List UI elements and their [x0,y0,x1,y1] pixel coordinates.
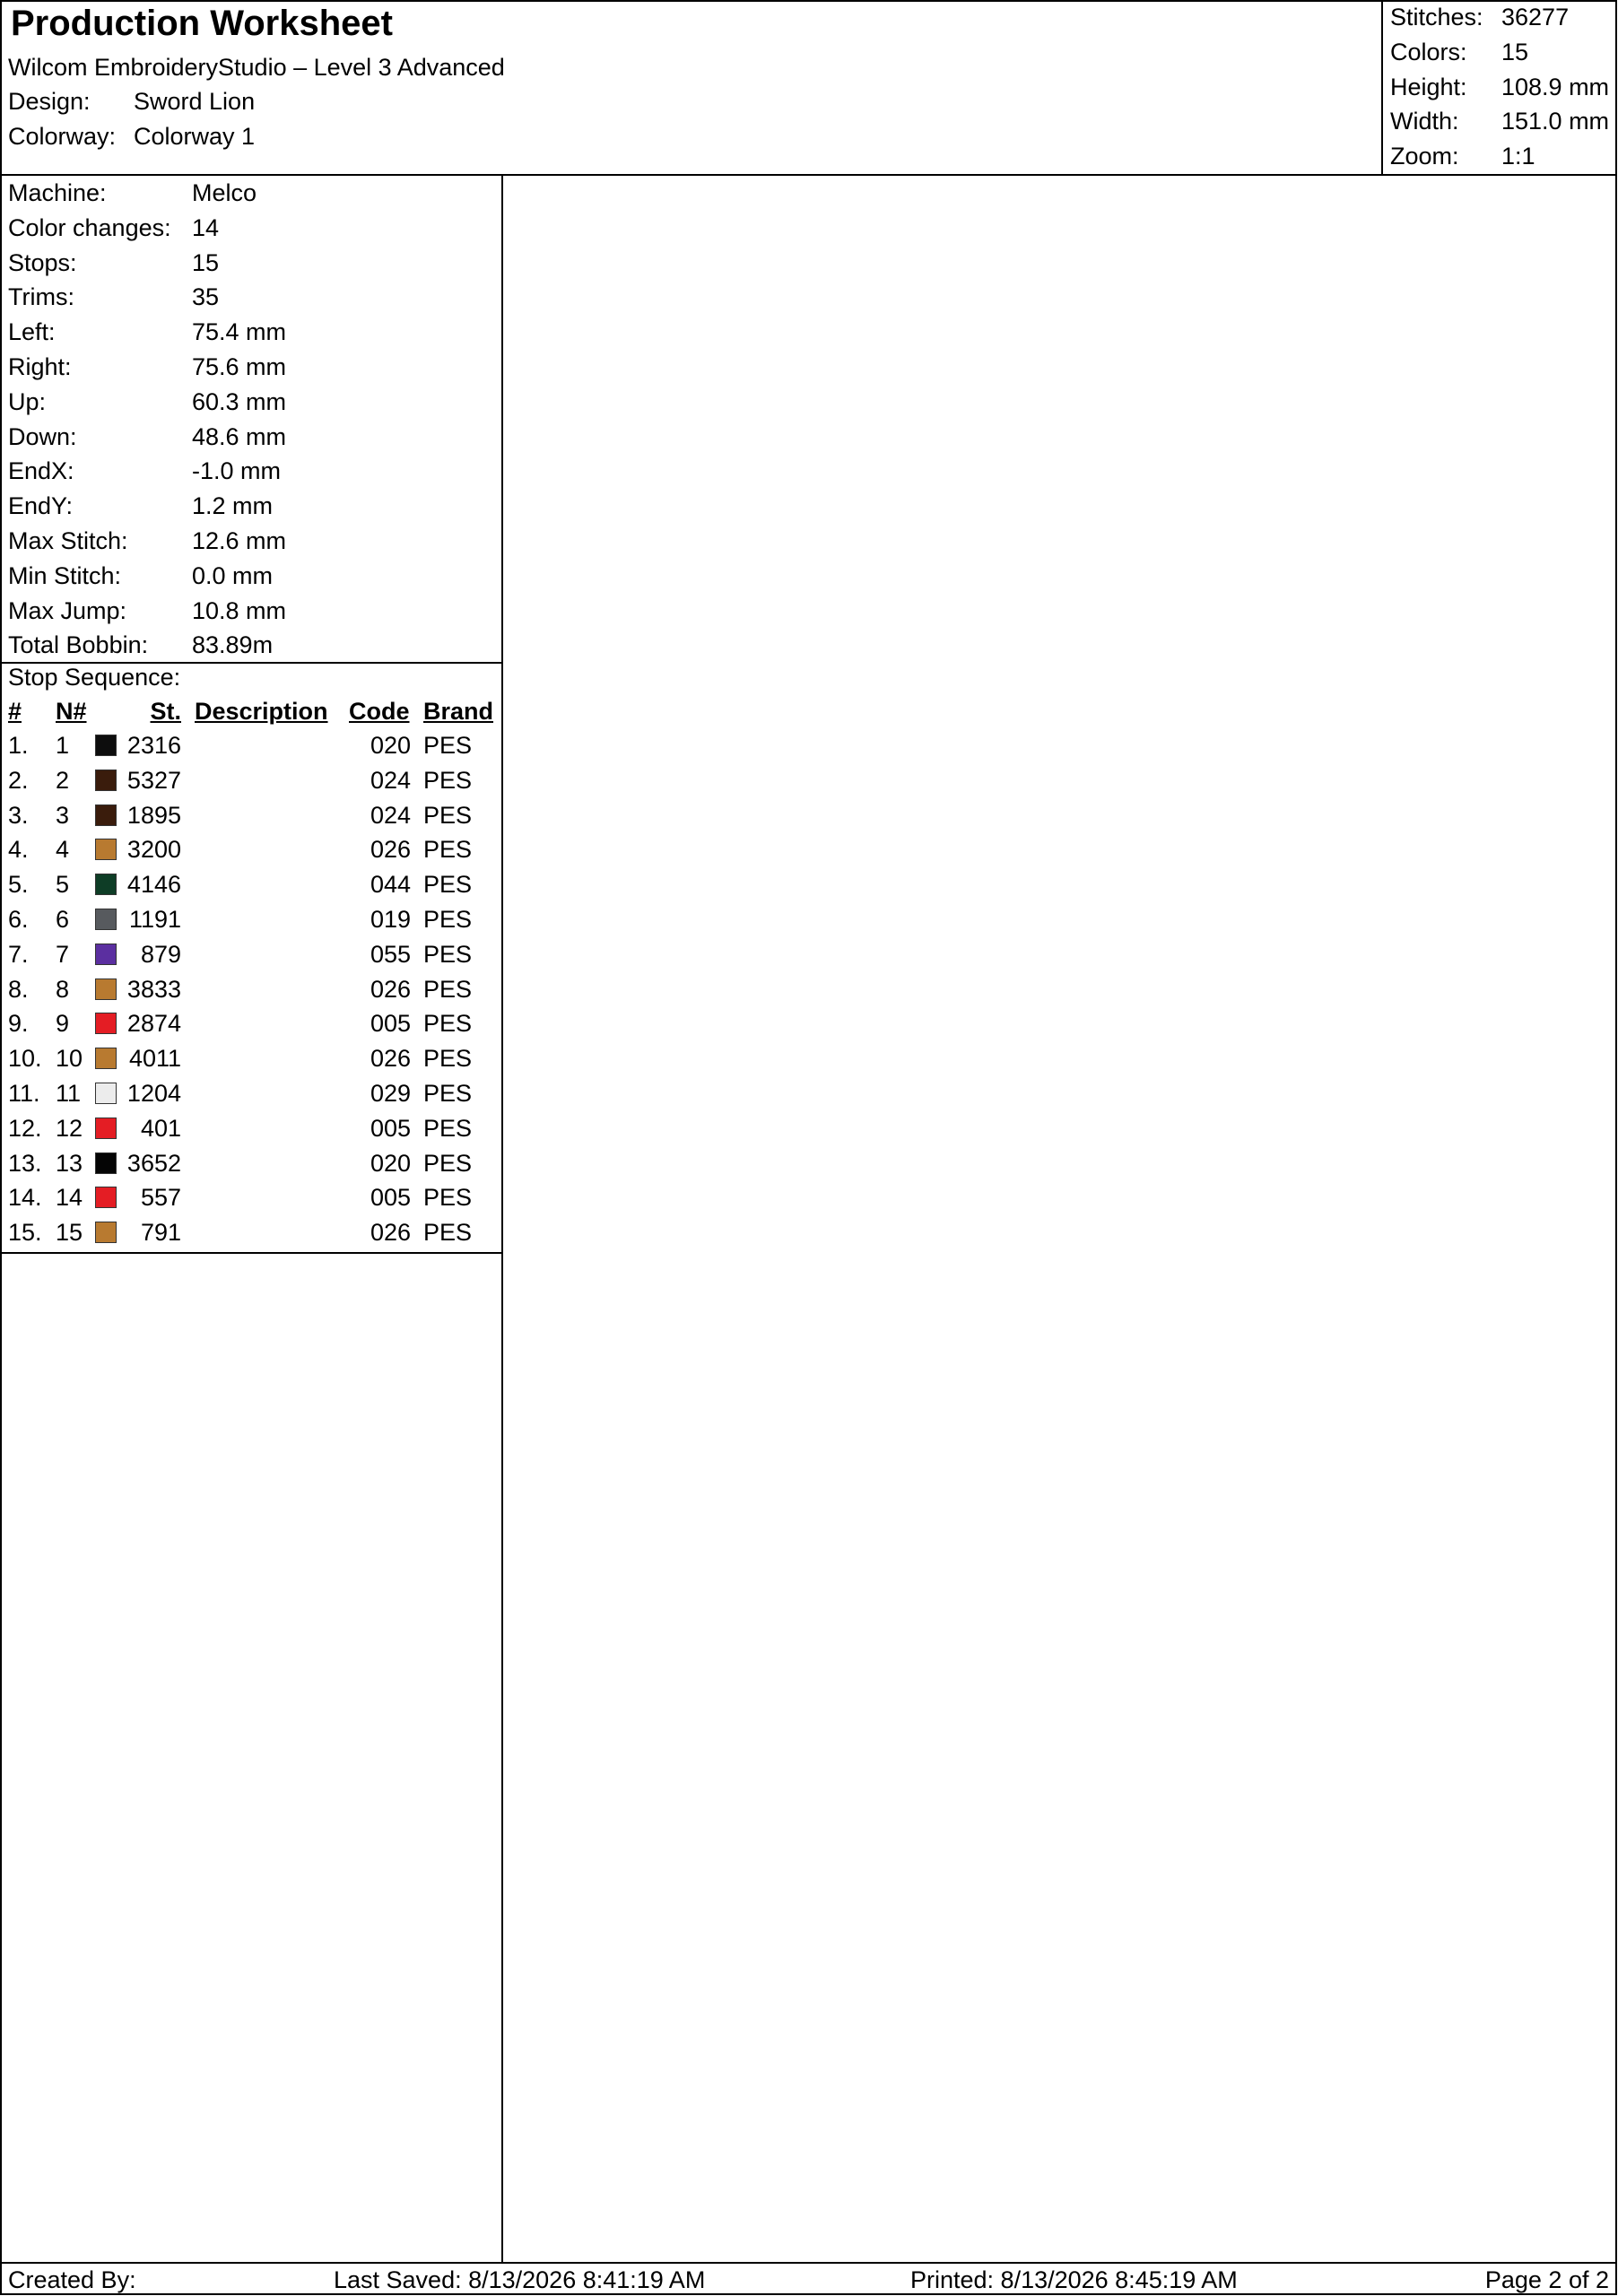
row-code: 020 [370,732,411,759]
row-code: 026 [370,1045,411,1073]
property-row [8,423,286,451]
row-stitches: 2316 [126,732,181,759]
property-label: EndX: [8,457,74,485]
row-brand: PES [423,1184,473,1212]
row-brand: PES [423,871,473,899]
stop-sequence-title: Stop Sequence: [8,664,181,691]
row-index: 7. [8,940,29,968]
column-header-description: Description [195,698,328,725]
property-label: Machine: [8,179,107,206]
property-row [8,457,281,485]
row-index: 1. [8,732,29,759]
row-needle: 13 [56,1149,83,1177]
row-index: 8. [8,975,29,1003]
page-number: Page 2 of 2 [1484,2266,1609,2293]
property-value: 1.2 mm [192,492,274,520]
property-value: 0.0 mm [192,561,274,589]
property-value: 60.3 mm [192,387,287,415]
property-row [8,179,257,207]
column-header-code: Code [349,698,410,725]
property-row [8,562,273,590]
row-stitches: 791 [140,1219,181,1247]
row-code: 024 [370,766,411,794]
property-row [8,249,219,277]
row-brand: PES [423,1080,473,1107]
stat-value: 1:1 [1501,143,1535,170]
row-stitches: 4146 [126,871,181,899]
property-label: EndY: [8,492,74,520]
property-label: Total Bobbin: [8,631,149,659]
row-brand: PES [423,732,473,759]
property-value: Melco [192,179,257,206]
row-index: 15. [8,1219,42,1247]
property-value: 10.8 mm [192,596,287,624]
column-header-needle: N# [56,698,87,725]
stat-label: Colors: [1390,39,1467,65]
row-code: 005 [370,1114,411,1142]
row-code: 029 [370,1080,411,1107]
property-row [8,214,219,242]
row-code: 005 [370,1184,411,1212]
property-value: -1.0 mm [192,457,282,485]
row-brand: PES [423,1114,473,1142]
property-row [8,597,286,625]
colorway-row [8,123,255,151]
last-saved: Last Saved: 8/13/2026 8:41:19 AM [334,2266,706,2293]
property-label: Max Jump: [8,596,127,624]
row-code: 055 [370,940,411,968]
property-value: 35 [192,283,220,311]
design-value: Sword Lion [134,88,256,115]
row-stitches: 557 [140,1184,181,1212]
row-needle: 10 [56,1045,83,1073]
row-needle: 2 [56,766,70,794]
design-stats-box [1383,2,1617,176]
property-label: Stops: [8,248,77,276]
colorway-value: Colorway 1 [134,123,256,150]
property-row [8,492,273,520]
design-label: Design: [8,88,91,115]
row-brand: PES [423,1219,473,1247]
stat-row-colors [1390,39,1528,66]
row-brand: PES [423,1010,473,1038]
row-needle: 15 [56,1219,83,1247]
row-code: 026 [370,975,411,1003]
row-index: 10. [8,1045,42,1073]
stat-row-width [1390,108,1609,135]
row-stitches: 401 [140,1114,181,1142]
row-stitches: 1895 [126,801,181,829]
property-label: Right: [8,353,72,380]
stat-value: 36277 [1501,4,1570,30]
row-needle: 11 [56,1080,82,1107]
property-label: Max Stitch: [8,527,128,554]
row-index: 11. [8,1080,40,1107]
row-index: 2. [8,766,29,794]
stat-label: Height: [1390,74,1467,100]
row-index: 13. [8,1149,42,1177]
row-needle: 3 [56,801,70,829]
column-header-brand: Brand [423,698,494,725]
property-row [8,353,286,381]
property-value: 75.6 mm [192,353,287,380]
property-value: 83.89m [192,631,274,659]
row-stitches: 2874 [126,1010,181,1038]
property-row [8,631,273,659]
row-brand: PES [423,801,473,829]
row-needle: 6 [56,906,70,933]
property-label: Down: [8,422,77,450]
row-brand: PES [423,975,473,1003]
property-row [8,283,219,311]
worksheet-header [2,2,1383,176]
stat-row-height [1390,74,1609,101]
stat-value: 151.0 mm [1501,108,1610,135]
row-code: 026 [370,836,411,864]
stat-row-stitches [1390,4,1569,31]
stat-value: 15 [1501,39,1529,65]
row-stitches: 1191 [128,906,181,933]
property-value: 12.6 mm [192,527,287,554]
row-code: 019 [370,906,411,933]
row-needle: 1 [56,732,70,759]
row-needle: 8 [56,975,70,1003]
property-label: Color changes: [8,213,171,241]
row-needle: 9 [56,1010,70,1038]
printed-timestamp: Printed: 8/13/2026 8:45:19 AM [910,2266,1238,2293]
row-stitches: 4011 [128,1045,181,1073]
section-divider [2,1252,501,1254]
row-stitches: 3652 [126,1149,181,1177]
row-needle: 14 [56,1184,83,1212]
stat-label: Width: [1390,108,1459,135]
row-index: 14. [8,1184,42,1212]
page-title: Production Worksheet [11,4,393,43]
row-index: 4. [8,836,29,864]
property-value: 14 [192,213,220,241]
row-brand: PES [423,906,473,933]
worksheet-footer [2,2262,1616,2295]
row-needle: 12 [56,1114,83,1142]
property-row [8,388,286,416]
property-label: Trims: [8,283,74,311]
property-row [8,527,286,555]
machine-info-column [2,176,503,2262]
row-index: 6. [8,906,29,933]
row-stitches: 1204 [126,1080,181,1107]
created-by: Created By: [8,2266,136,2293]
column-header-stitches: St. [150,698,181,725]
stat-label: Zoom: [1390,143,1459,170]
row-stitches: 879 [140,940,181,968]
row-needle: 4 [56,836,70,864]
column-header-index: # [8,698,22,725]
property-label: Up: [8,387,47,415]
property-label: Min Stitch: [8,561,122,589]
property-value: 75.4 mm [192,318,287,346]
colorway-label: Colorway: [8,123,117,150]
property-label: Left: [8,318,56,346]
stat-label: Stitches: [1390,4,1483,30]
row-code: 026 [370,1219,411,1247]
row-brand: PES [423,1149,473,1177]
design-row [8,88,255,116]
row-stitches: 3200 [126,836,181,864]
row-brand: PES [423,766,473,794]
row-code: 020 [370,1149,411,1177]
row-index: 3. [8,801,29,829]
row-index: 12. [8,1114,42,1142]
row-code: 044 [370,871,411,899]
stat-value: 108.9 mm [1501,74,1610,100]
property-value: 48.6 mm [192,422,287,450]
row-code: 024 [370,801,411,829]
row-brand: PES [423,836,473,864]
row-index: 9. [8,1010,29,1038]
row-stitches: 5327 [126,766,181,794]
stat-row-zoom [1390,143,1535,170]
row-needle: 7 [56,940,70,968]
row-stitches: 3833 [126,975,181,1003]
row-brand: PES [423,1045,473,1073]
property-value: 15 [192,248,220,276]
row-code: 005 [370,1010,411,1038]
property-row [8,318,286,346]
row-brand: PES [423,940,473,968]
software-name: Wilcom EmbroideryStudio – Level 3 Advanced [8,54,505,81]
row-index: 5. [8,871,29,899]
row-needle: 5 [56,871,70,899]
